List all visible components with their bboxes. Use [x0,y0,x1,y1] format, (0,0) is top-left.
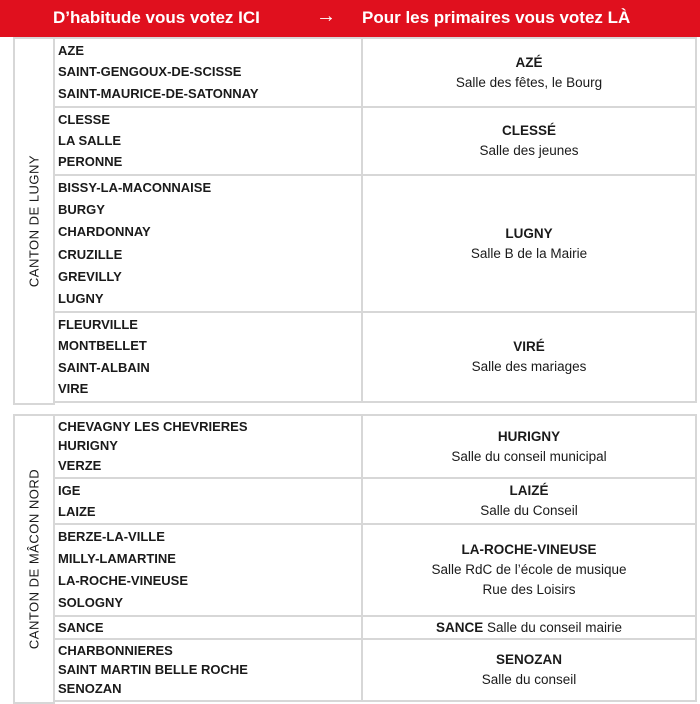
commune-name: MONTBELLET [58,338,147,354]
polling-place-cell [363,108,695,174]
commune-name: SOLOGNY [58,595,124,610]
canton-group-macon-nord [13,414,697,704]
table-header [0,0,700,37]
commune-name: LUGNY [58,290,104,306]
commune-name: SAINT-MAURICE-DE-SATONNAY [58,86,259,102]
polling-place-room: Salle des mariages [471,359,587,374]
commune-name: SANCE [58,619,104,635]
commune-name: BERZE-LA-VILLE [58,529,165,544]
commune-name: SAINT-ALBAIN [58,359,150,375]
commune-name: SAINT-GENGOUX-DE-SCISSE [58,64,242,80]
commune-name: CRUZILLE [58,246,123,262]
polling-place-name: AZÉ [515,54,543,70]
table-row [55,416,697,479]
polling-place-room: Salle RdC de l’école de musique [431,562,627,577]
polling-place-room: Salle B de la Mairie [470,245,588,261]
communes-cell [55,525,363,615]
table-row [55,617,697,640]
communes-cell [55,617,363,638]
polling-place-street: Rue des Loisirs [482,582,576,597]
commune-name: PERONNE [58,154,123,170]
communes-cell [55,313,363,401]
commune-name: LA SALLE [58,132,122,148]
commune-name: CLESSE [58,111,111,127]
commune-name: BISSY-LA-MACONNAISE [58,180,212,196]
table-row [55,39,697,108]
commune-name: IGE [58,482,81,498]
polling-place-name: LA-ROCHE-VINEUSE [461,542,597,557]
polling-place-cell [363,313,695,401]
header-right-label: Pour les primaires vous votez LÀ [362,8,631,27]
commune-name: MILLY-LAMARTINE [58,551,176,566]
polling-place-room: Salle du Conseil [480,503,578,518]
commune-name: CHARDONNAY [58,224,151,240]
arrow-right-icon: → [316,5,336,27]
commune-name: LA-ROCHE-VINEUSE [58,573,189,588]
polling-place-room: Salle du conseil municipal [451,448,607,464]
polling-place-inline [436,618,622,638]
communes-cell [55,108,363,174]
communes-cell [55,39,363,106]
table-row [55,176,697,313]
commune-name: HURIGNY [58,438,118,454]
polling-place-cell [363,617,695,638]
communes-cell [55,479,363,523]
polling-place-cell [363,525,695,615]
polling-place-name: HURIGNY [497,428,561,444]
polling-place-cell [363,39,695,106]
communes-cell [55,416,363,477]
table-row [55,108,697,176]
table-row [55,640,697,702]
commune-name: LAIZE [58,503,96,519]
commune-name: CHARBONNIERES [58,642,173,658]
polling-place-name: CLESSÉ [501,123,556,138]
polling-place-cell [363,479,695,523]
commune-name: SAINT MARTIN BELLE ROCHE [58,661,248,677]
commune-name: AZE [58,42,84,58]
commune-name: VERZE [58,458,102,474]
polling-place-room: Salle des fêtes, le Bourg [455,74,603,90]
polling-place-cell [363,176,695,311]
polling-place-room: Salle des jeunes [479,143,579,158]
commune-name: GREVILLY [58,268,122,284]
canton-label-cell [13,416,55,704]
polling-place-name: SENOZAN [495,652,562,667]
canton-group-lugny [13,37,697,405]
polling-place-name: LUGNY [505,225,553,241]
polling-place-name: SANCE [435,619,484,635]
polling-place-cell [363,640,695,700]
canton-name: CANTON DE LUGNY [26,154,42,288]
commune-name: FLEURVILLE [58,316,138,332]
canton-name: CANTON DE MÂCON NORD [26,468,42,650]
table-row [55,525,697,617]
communes-cell [55,640,363,700]
commune-name: VIRE [58,381,89,397]
polling-place-room: Salle du conseil mairie [486,619,623,635]
polling-place-cell [363,416,695,477]
commune-name: SENOZAN [58,681,122,697]
table-row [55,479,697,525]
header-left-label: D’habitude vous votez ICI [53,8,260,27]
table-row [55,313,697,403]
communes-cell [55,176,363,311]
polling-place-name: LAIZÉ [509,483,549,498]
polling-place-name: VIRÉ [513,339,545,354]
canton-label-cell [13,39,55,405]
polling-place-room: Salle du conseil [481,672,577,687]
commune-name: CHEVAGNY LES CHEVRIERES [58,418,248,434]
commune-name: BURGY [58,202,105,218]
